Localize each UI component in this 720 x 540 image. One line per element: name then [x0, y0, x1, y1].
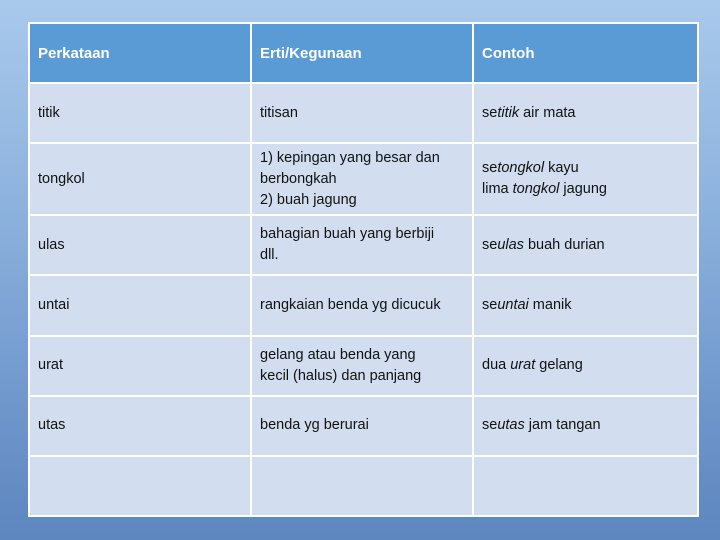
- example-prefix: dua: [482, 357, 511, 374]
- example-suffix: jagung: [559, 181, 607, 198]
- meaning-cell: [251, 396, 473, 456]
- example-word-italic: untai: [497, 296, 529, 313]
- meaning-line: berbongkah: [260, 170, 337, 187]
- header-perkataan: Perkataan: [29, 23, 251, 83]
- meaning-line: dll.: [260, 247, 279, 264]
- table-row: [29, 83, 698, 143]
- example-word-italic: titik: [497, 104, 520, 121]
- meaning-line: bahagian buah yang berbiji: [260, 226, 435, 243]
- meaning-cell: [251, 275, 473, 335]
- example-suffix: jam tangan: [524, 417, 601, 434]
- example-word-italic: tongkol: [512, 181, 560, 198]
- word-cell: [29, 456, 251, 516]
- example-prefix: se: [482, 296, 498, 313]
- example-cell: [473, 275, 698, 335]
- table-row: [29, 275, 698, 335]
- example-cell: [473, 83, 698, 143]
- meaning-line: benda yg berurai: [260, 417, 369, 434]
- example-cell: [473, 456, 698, 516]
- meaning-line: gelang atau benda yang: [260, 346, 416, 363]
- word-cell: urat: [29, 336, 251, 396]
- meaning-cell: [251, 83, 473, 143]
- word-table-container: [28, 22, 697, 517]
- example-suffix: gelang: [535, 357, 583, 374]
- meaning-cell: [251, 215, 473, 275]
- word-cell: utas: [29, 396, 251, 456]
- meaning-cell: [251, 143, 473, 215]
- example-cell: [473, 143, 698, 215]
- example-prefix: lima: [482, 181, 513, 198]
- table-header-row: [29, 23, 698, 83]
- example-line: [482, 295, 689, 316]
- example-suffix: buah durian: [523, 236, 605, 253]
- table-row: [29, 143, 698, 215]
- example-line: [482, 179, 689, 200]
- meaning-line: titisan: [260, 104, 298, 121]
- example-suffix: manik: [528, 296, 572, 313]
- word-cell: titik: [29, 83, 251, 143]
- example-cell: [473, 336, 698, 396]
- header-contoh: Contoh: [473, 23, 698, 83]
- word-cell: ulas: [29, 215, 251, 275]
- table-row: [29, 215, 698, 275]
- example-word-italic: urat: [510, 357, 536, 374]
- table-row: [29, 336, 698, 396]
- example-line: [482, 355, 689, 376]
- example-prefix: se: [482, 417, 498, 434]
- example-word-italic: tongkol: [497, 160, 545, 177]
- example-prefix: se: [482, 104, 498, 121]
- example-prefix: se: [482, 236, 498, 253]
- example-suffix: kayu: [544, 160, 579, 177]
- example-prefix: se: [482, 160, 498, 177]
- example-line: [482, 235, 689, 256]
- example-word-italic: ulas: [497, 236, 524, 253]
- meaning-cell: [251, 456, 473, 516]
- word-cell: tongkol: [29, 143, 251, 215]
- meaning-cell: [251, 336, 473, 396]
- example-line: [482, 158, 689, 179]
- word-table: [28, 22, 699, 517]
- example-cell: [473, 215, 698, 275]
- table-row: [29, 396, 698, 456]
- meaning-line: kecil (halus) dan panjang: [260, 367, 422, 384]
- example-cell: [473, 396, 698, 456]
- header-erti-kegunaan: Erti/Kegunaan: [251, 23, 473, 83]
- example-line: [482, 415, 689, 436]
- example-suffix: air mata: [519, 104, 576, 121]
- meaning-line: rangkaian benda yg dicucuk: [260, 296, 441, 313]
- table-row-empty: [29, 456, 698, 516]
- meaning-line: 1) kepingan yang besar dan: [260, 149, 440, 166]
- example-word-italic: utas: [497, 417, 525, 434]
- meaning-line: 2) buah jagung: [260, 191, 357, 208]
- word-cell: untai: [29, 275, 251, 335]
- example-line: [482, 103, 689, 124]
